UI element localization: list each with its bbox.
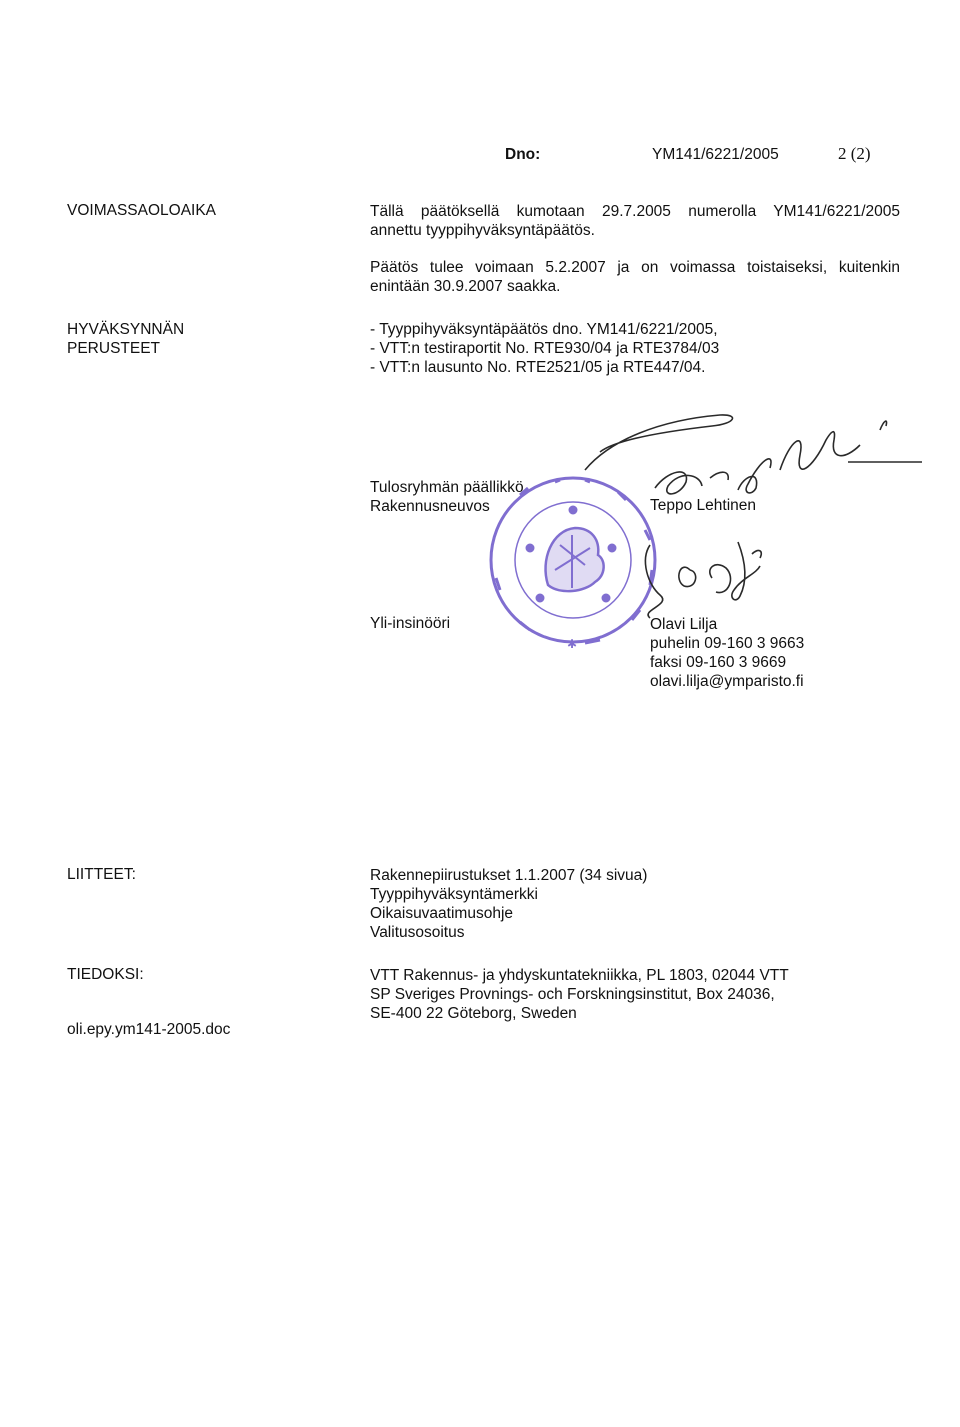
tiedoksi-item: SP Sveriges Provnings- och Forskningsinstitut, Box 24036, [370, 986, 775, 1003]
name2: Olavi Lilja [650, 616, 718, 633]
svg-text:✱: ✱ [567, 637, 578, 651]
title1-line2: Rakennusneuvos [370, 498, 490, 515]
voimassaolo-heading: VOIMASSAOLOAIKA [67, 202, 217, 219]
title1-line1: Tulosryhmän päällikkö [370, 479, 524, 496]
liite-item: Rakennepiirustukset 1.1.2007 (34 sivua) [370, 867, 648, 884]
voimassaolo-p2-line2: enintään 30.9.2007 saakka. [370, 278, 561, 295]
perusteet-heading-line1: HYVÄKSYNNÄN [67, 321, 185, 338]
dno-label: Dno: [505, 146, 541, 163]
perusteet-item: - VTT:n testiraportit No. RTE930/04 ja RTE3784/03 [370, 340, 720, 357]
email: olavi.lilja@ymparisto.fi [650, 673, 804, 690]
title1 [370, 478, 524, 516]
tiedoksi-label: TIEDOKSI: [67, 966, 144, 983]
liitteet-list [370, 866, 647, 942]
perusteet-item: - VTT:n lausunto No. RTE2521/05 ja RTE447/04. [370, 359, 706, 376]
perusteet-item: - Tyyppihyväksyntäpäätös dno. YM141/6221/2005, [370, 321, 718, 338]
document-filename: oli.epy.ym141-2005.doc [67, 1021, 231, 1038]
perusteet-heading-line2: PERUSTEET [67, 340, 161, 357]
page-number: 2 (2) [838, 144, 871, 163]
signature-teppo [585, 415, 922, 494]
title2: Yli-insinööri [370, 615, 451, 632]
signature-olavi [645, 542, 761, 618]
contact-block [650, 615, 804, 691]
voimassaolo-p1-line1: Tällä päätöksellä kumotaan 29.7.2005 numerolla YM141/6221/2005 [370, 203, 900, 220]
dno-value: YM141/6221/2005 [652, 146, 779, 163]
voimassaolo-text [370, 202, 900, 296]
voimassaolo-p1-line2: annettu tyyppihyväksyntäpäätös. [370, 222, 595, 239]
perusteet-list [370, 320, 719, 377]
perusteet-heading [67, 320, 184, 358]
voimassaolo-p2-line1: Päätös tulee voimaan 5.2.2007 ja on voimassa toistaiseksi, kuitenkin [370, 259, 900, 276]
fax: faksi 09-160 3 9669 [650, 654, 787, 671]
liitteet-label: LIITTEET: [67, 866, 136, 883]
liite-item: Oikaisuvaatimusohje [370, 905, 514, 922]
tiedoksi-item: VTT Rakennus- ja yhdyskuntatekniikka, PL 1803, 02044 VTT [370, 967, 789, 984]
liite-item: Tyyppihyväksyntämerkki [370, 886, 538, 903]
tiedoksi-item: SE-400 22 Göteborg, Sweden [370, 1005, 577, 1022]
tiedoksi-list [370, 966, 789, 1023]
name1: Teppo Lehtinen [650, 497, 757, 514]
liite-item: Valitusosoitus [370, 924, 465, 941]
phone: puhelin 09-160 3 9663 [650, 635, 805, 652]
